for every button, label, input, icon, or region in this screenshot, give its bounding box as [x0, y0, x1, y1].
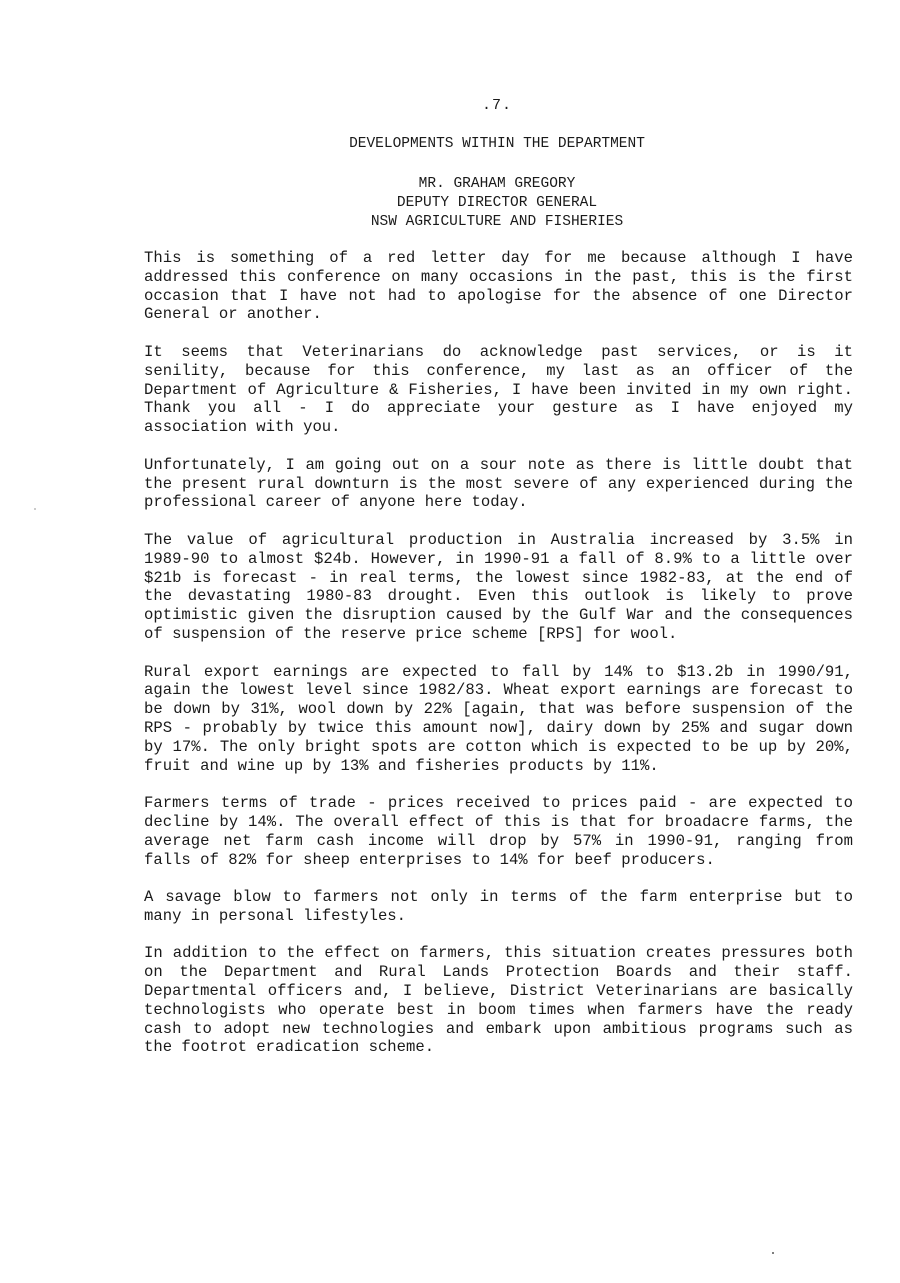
- author-name: MR. GRAHAM GREGORY: [418, 176, 576, 192]
- section-heading: DEVELOPMENTS WITHIN THE DEPARTMENT: [349, 136, 645, 152]
- paragraph-7: A savage blow to farmers not only in terms of the farm enterprise but to many in personal lifestyles.: [144, 888, 853, 925]
- paragraph-5: Rural export earnings are expected to fall by 14% to $13.2b in 1990/91, again the lowest level since 1982/83. Wheat export earnings are forecast to be down by 31%, wool down by 22% [again, that was before suspension of the RPS - probably by twice this amount now], dairy down by 25% and sugar down by 17%. The only bright spots are cotton which is expected to be up by 20%, fruit and wine up by 13% and fisheries products by 11%.: [144, 662, 853, 775]
- scan-speck: [34, 508, 36, 510]
- paragraph-6: Farmers terms of trade - prices received to prices paid - are expected to decline by 14%. The overall effect of this is that for broadacre farms, the average net farm cash income will drop by 57% in 1990-91, ranging from falls of 82% for sheep enterprises to 14% for beef producers.: [144, 794, 853, 869]
- author-block: [0, 175, 900, 231]
- paragraph-2: It seems that Veterinarians do acknowledge past services, or is it senility, because for this conference, my last as an officer of the Department of Agriculture & Fisheries, I have been invited in my own right. Thank you all - I do appreciate your gesture as I have enjoyed my association with you.: [144, 342, 853, 437]
- page-number: .7.: [481, 97, 512, 114]
- author-organisation: NSW AGRICULTURE AND FISHERIES: [370, 213, 624, 230]
- author-position: DEPUTY DIRECTOR GENERAL: [396, 194, 598, 211]
- paragraph-3: Unfortunately, I am going out on a sour note as there is little doubt that the present rural downturn is the most severe of any experienced during the professional career of anyone here today.: [144, 455, 853, 512]
- body-text: [144, 249, 853, 1076]
- paragraph-1: This is something of a red letter day for me because although I have addressed this conference on many occasions in the past, this is the first occasion that I have not had to apologise for the absence of one Director General or another.: [144, 249, 853, 324]
- scan-speck: [772, 1252, 774, 1254]
- paragraph-4: The value of agricultural production in Australia increased by 3.5% in 1989-90 to almost $24b. However, in 1990-91 a fall of 8.9% to a little over $21b is forecast - in real terms, the lowest since 1982-83, at the end of the devastating 1980-83 drought. Even this outlook is likely to prove optimistic given the disruption caused by the Gulf War and the consequences of suspension of the reserve price scheme [RPS] for wool.: [144, 530, 853, 643]
- paragraph-8: In addition to the effect on farmers, this situation creates pressures both on the Department and Rural Lands Protection Boards and their staff. Departmental officers and, I believe, District Veterinarians are basically technologists who operate best in boom times when farmers have the ready cash to adopt new technologies and embark upon ambitious programs such as the footrot eradication scheme.: [144, 944, 853, 1057]
